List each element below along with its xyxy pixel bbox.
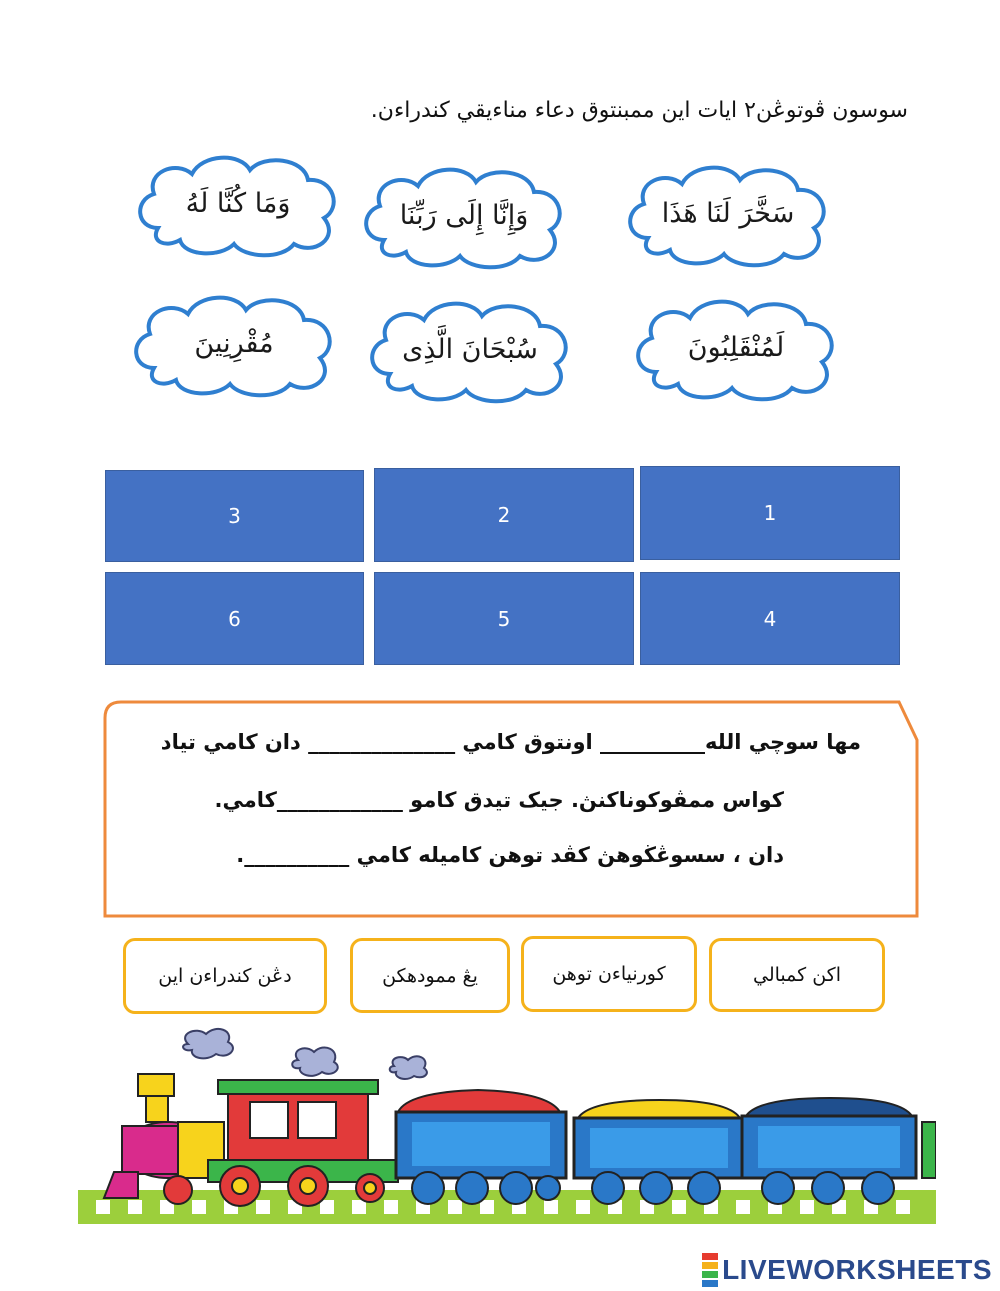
drop-slot-1[interactable]: 1 xyxy=(640,466,900,560)
drop-slot-2[interactable]: 2 xyxy=(374,468,634,562)
drop-slot-5[interactable]: 5 xyxy=(374,572,634,665)
liveworksheets-logo-icon xyxy=(702,1252,718,1288)
passage-line-3: دان ، سسوڠڬوهڽ كڤد توهن كاميله كامي __________. xyxy=(236,843,784,867)
instruction-text: سوسون ڤوتوڠن٢ ايات اين ممبنتوق دعاء مناءيقي كندراءن. xyxy=(370,98,908,123)
phrase-text: مُقْرِنِينَ xyxy=(194,327,274,359)
drop-slot-3[interactable]: 3 xyxy=(105,470,364,562)
phrase-cloud-3[interactable] xyxy=(128,148,348,258)
drop-slot-4[interactable]: 4 xyxy=(640,572,900,665)
passage-line-2: كواس ممڤوكوناكنڽ. جيک تيدق كامو ____________كامي. xyxy=(214,788,784,812)
option-1[interactable]: اكن كمبالي xyxy=(709,938,885,1012)
phrase-text: وَإِنَّا إِلَى رَبِّنَا xyxy=(399,199,529,231)
phrase-cloud-4[interactable] xyxy=(626,292,846,402)
phrase-text: لَمُنْقَلِبُونَ xyxy=(687,331,785,363)
passage-line-1: مها سوچي الله__________ اونتوق كامي ______________ دان كامي تياد xyxy=(160,730,861,754)
option-3[interactable]: يڠ ممودهكن xyxy=(350,938,510,1013)
brand-logo xyxy=(702,1252,992,1288)
train-illustration xyxy=(78,1022,936,1228)
brand-name: LIVEWORKSHEETS xyxy=(722,1254,992,1285)
option-2[interactable]: كورنياءن توهن xyxy=(521,936,697,1012)
phrase-cloud-2[interactable] xyxy=(354,160,574,270)
phrase-text: سُبْحَانَ الَّذِى xyxy=(402,333,538,365)
fill-in-passage xyxy=(103,700,919,918)
phrase-text: وَمَا كُنَّا لَهُ xyxy=(185,187,291,219)
phrase-cloud-1[interactable] xyxy=(618,158,838,268)
drop-slot-6[interactable]: 6 xyxy=(105,572,364,665)
option-4[interactable]: دڠن كندراءن اين xyxy=(123,938,327,1014)
phrase-cloud-6[interactable] xyxy=(124,288,344,398)
phrase-text: سَخَّرَ لَنَا هَذَا xyxy=(661,197,795,229)
phrase-cloud-5[interactable] xyxy=(360,294,580,404)
